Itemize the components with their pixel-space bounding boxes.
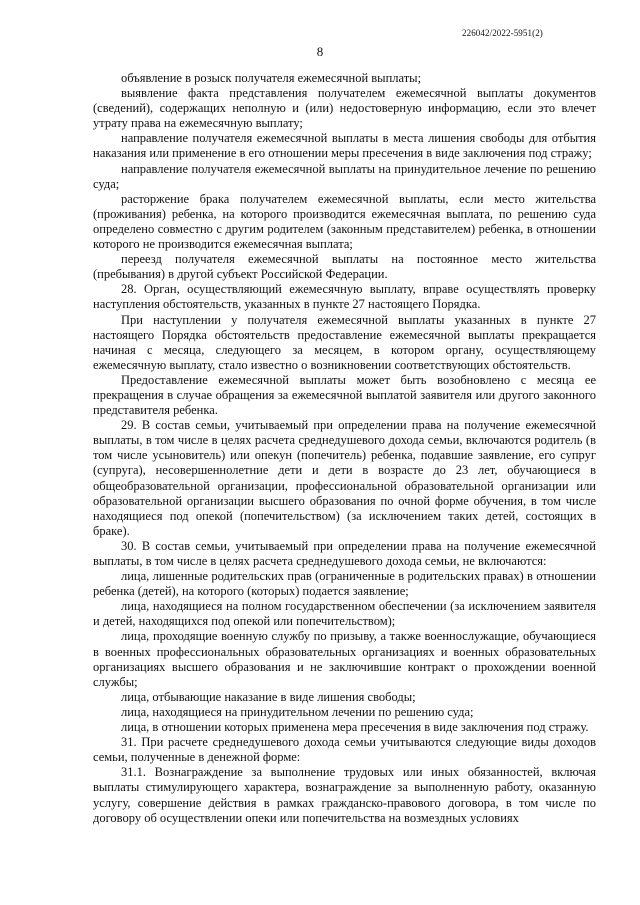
paragraph: лица, находящиеся на полном государственном обеспечении (за исключением заявителя и детей, находящихся под опекой или попечительством);	[93, 599, 596, 629]
paragraph-item-28: 28. Орган, осуществляющий ежемесячную выплату, вправе осуществлять проверку наступления обстоятельств, указанных в пункте 27 настоящего Порядка.	[93, 282, 596, 312]
paragraph: При наступлении у получателя ежемесячной выплаты указанных в пункте 27 настоящего Порядка обстоятельств предоставление ежемесячной выплаты прекращается начиная с месяца, следующего за месяцем, в котором органу, осуществляющему ежемесячную выплату, стало известно о возникновении соответствующих обстоятельств.	[93, 312, 596, 372]
paragraph: лица, лишенные родительских прав (ограниченные в родительских правах) в отношении ребенка (детей), на которого (которых) подается заявление;	[93, 569, 596, 599]
paragraph: лица, проходящие военную службу по призыву, а также военнослужащие, обучающиеся в военных профессиональных образовательных организациях и военных образовательных организациях высшего образования и не заключившие контракт о прохождении военной службы;	[93, 629, 596, 689]
document-id: 226042/2022-5951(2)	[462, 28, 543, 38]
paragraph: направление получателя ежемесячной выплаты в места лишения свободы для отбытия наказания или применение в его отношении меры пресечения в виде заключения под стражу;	[93, 131, 596, 161]
paragraph: выявление факта представления получателем ежемесячной выплаты документов (сведений), содержащих неполную и (или) недостоверную информацию, если это влечет утрату права на ежемесячную выплату;	[93, 86, 596, 131]
paragraph: лица, в отношении которых применена мера пресечения в виде заключения под стражу.	[121, 720, 589, 735]
page-number: 8	[316, 44, 324, 59]
paragraph: объявление в розыск получателя ежемесячной выплаты;	[121, 71, 422, 85]
paragraph-item-31: 31. При расчете среднедушевого дохода семьи учитываются следующие виды доходов семьи, полученные в денежной форме:	[93, 735, 596, 765]
paragraph-item-30: 30. В состав семьи, учитываемый при определении права на получение ежемесячной выплаты, в том числе в целях расчета среднедушевого дохода семьи, не включаются:	[93, 538, 596, 568]
paragraph-item-31-1: 31.1. Вознаграждение за выполнение трудовых или иных обязанностей, включая выплаты стимулирующего характера, вознаграждение за выполненную работу, оказанную услугу, совершение действия в рамках гражданско-правового договора, в том числе по договору об осуществлении опеки или попечительства на возмездных условиях	[93, 765, 596, 825]
document-body	[93, 71, 596, 826]
paragraph-item-29: 29. В состав семьи, учитываемый при определении права на получение ежемесячной выплаты, в том числе в целях расчета среднедушевого дохода семьи, включаются родитель (в том числе усыновитель) или опекун (попечитель) ребенка, подавшие заявление, его супруг (супруга), несовершеннолетние дети и дети в возрасте до 23 лет, обучающиеся в общеобразовательной организации, профессиональной образовательной организации или образовательной организации высшего образования по очной форме обучения, в том числе находящиеся под опекой (попечительством) (за исключением таких детей, состоящих в браке).	[93, 418, 596, 538]
paragraph: лица, находящиеся на принудительном лечении по решению суда;	[121, 704, 474, 719]
paragraph: лица, отбывающие наказание в виде лишения свободы;	[121, 689, 416, 704]
paragraph: Предоставление ежемесячной выплаты может быть возобновлено с месяца ее прекращения в случае обращения за ежемесячной выплатой заявителя или другого законного представителя ребенка.	[93, 372, 596, 418]
paragraph: направление получателя ежемесячной выплаты на принудительное лечение по решению суда;	[93, 161, 596, 191]
paragraph: расторжение брака получателем ежемесячной выплаты, если место жительства (проживания) ребенка, на которого производится ежемесячная выплата, по решению суда определено совместно с другим родителем (законным представителем) ребенка, в отношении которого не производится ежемесячная выплата;	[93, 191, 596, 252]
paragraph: переезд получателя ежемесячной выплаты на постоянное место жительства (пребывания) в другой субъект Российской Федерации.	[93, 252, 596, 282]
